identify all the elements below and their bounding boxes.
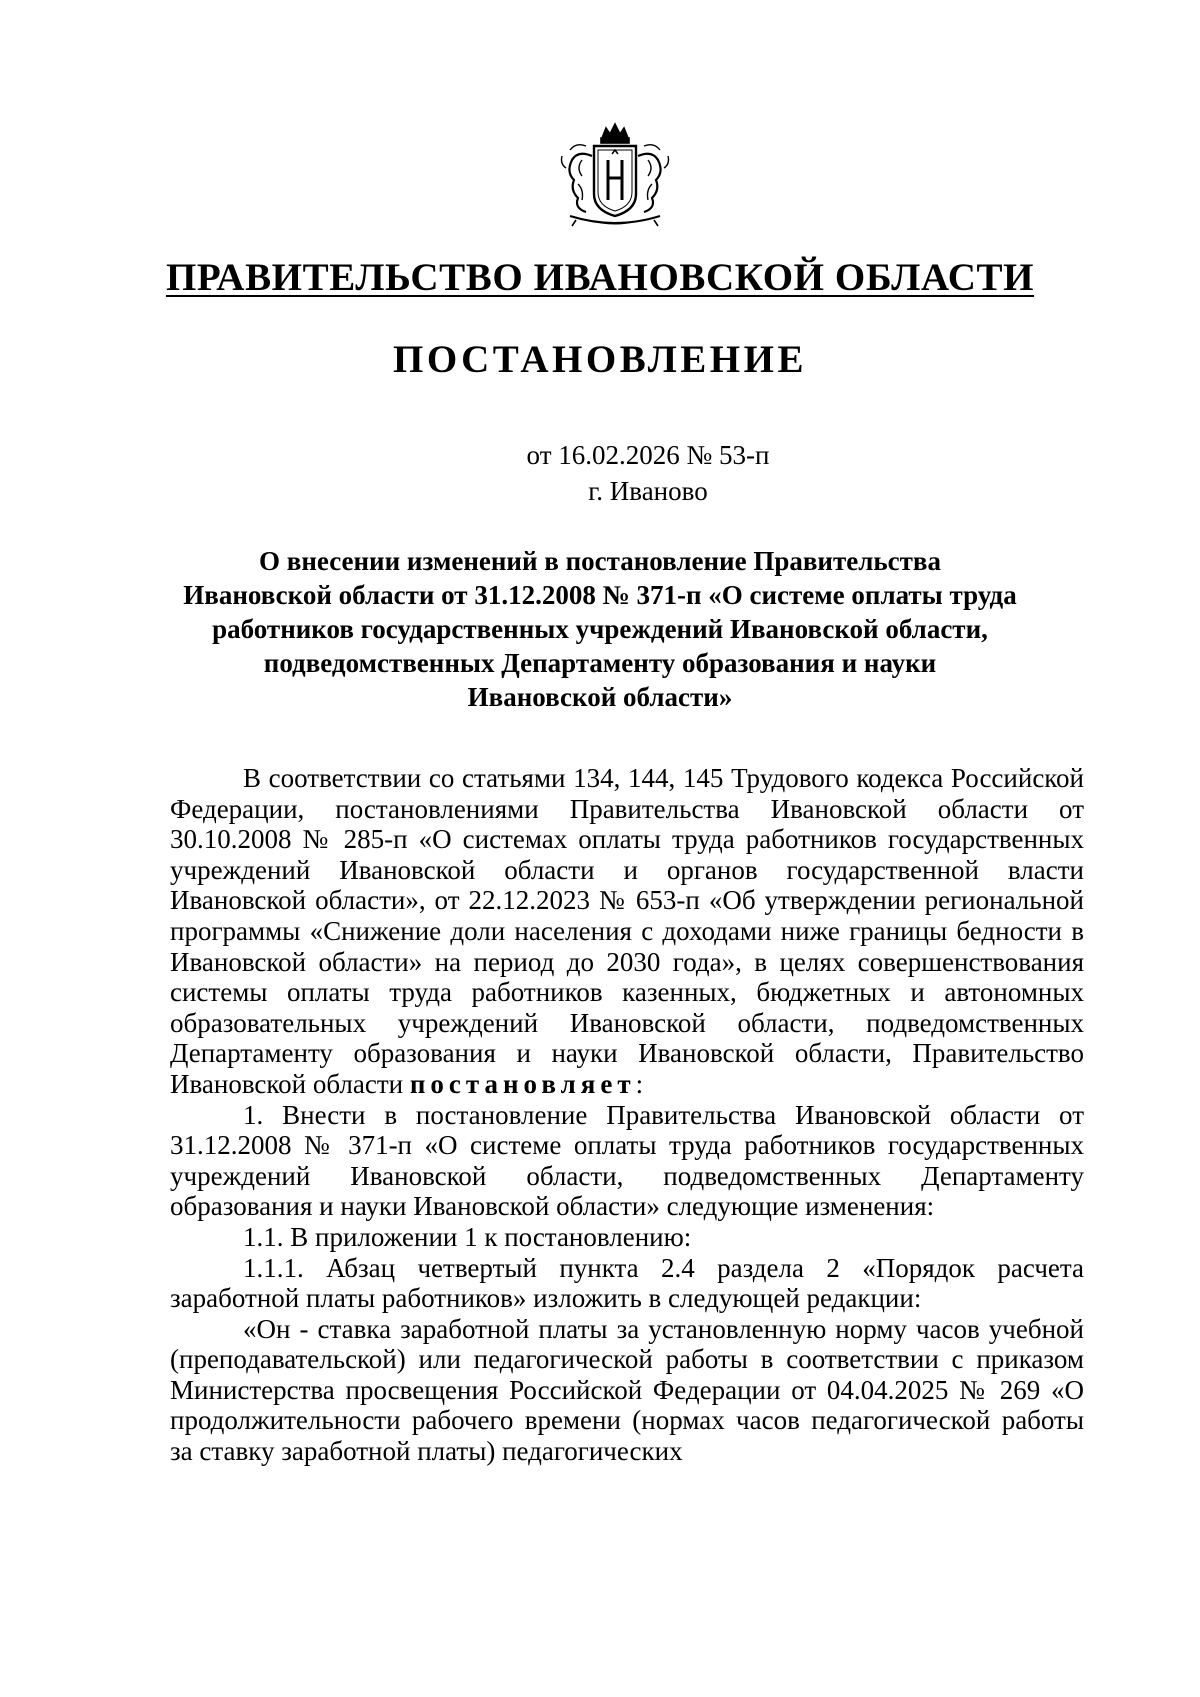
item-1-1-1-paragraph: 1.1.1. Абзац четвертый пункта 2.4 раздела 2 «Порядок расчета заработной платы работников» изложить в следующей редакции: (170, 1252, 1084, 1314)
item-1-paragraph: 1. Внести в постановление Правительства Ивановской области от 31.12.2008 № 371-п «О системе оплаты труда работников государственных учреждений Ивановской области, подведомственных Департаменту образования и науки Ивановской области» следующие изменения: (170, 1099, 1084, 1222)
document-date-number: от 16.02.2026 № 53-п (526, 440, 770, 470)
subject-line: Ивановской области» (467, 682, 733, 712)
government-title: ПРАВИТЕЛЬСТВО ИВАНОВСКОЙ ОБЛАСТИ (165, 256, 1035, 299)
resolves-colon: : (635, 1068, 644, 1099)
document-body (170, 763, 1084, 1467)
subject-line: работников государственных учреждений Ивановской области, (212, 614, 988, 644)
preamble-paragraph (170, 763, 1084, 1100)
item-1-1-paragraph: 1.1. В приложении 1 к постановлению: (243, 1221, 692, 1252)
resolves-word: постановляет (409, 1068, 636, 1099)
preamble-text: В соответствии со статьями 134, 144, 145 Трудового кодекса Российской Федерации, постановлениями Правительства Ивановской области от 30.10.2008 № 285-п «О системах оплаты труда работников государственных учреждений Ивановской области и органов государственной власти Ивановской области», от 22.12.2023 № 653-п «Об утверждении региональной программы «Снижение доли населения с доходами ниже границы бедности в Ивановской области» на период до 2030 года», в целях совершенствования системы оплаты труда работников казенных, бюджетных и автономных образовательных учреждений Ивановской области, подведомственных Департаменту образования и науки Ивановской области, Правительство Ивановской области (170, 763, 1084, 1099)
subject-line: подведомственных Департаменту образования и науки (263, 648, 937, 678)
document-subject (140, 544, 1060, 714)
subject-line: О внесении изменений в постановление Правительства (259, 546, 941, 576)
quote-paragraph: «Он - ставка заработной платы за установленную норму часов учебной (преподавательской) или педагогической работы в соответствии с приказом Министерства просвещения Российской Федерации от 04.04.2025 № 269 «О продолжительности рабочего времени (нормах часов педагогической работы за ставку заработной платы) педагогических (170, 1313, 1084, 1467)
subject-line: Ивановской области от 31.12.2008 № 371-п «О системе оплаты труда (183, 580, 1017, 610)
ivanovo-coat-of-arms-icon (552, 120, 678, 232)
document-city: г. Иваново (588, 476, 708, 506)
document-type-heading: ПОСТАНОВЛЕНИЕ (392, 338, 807, 381)
